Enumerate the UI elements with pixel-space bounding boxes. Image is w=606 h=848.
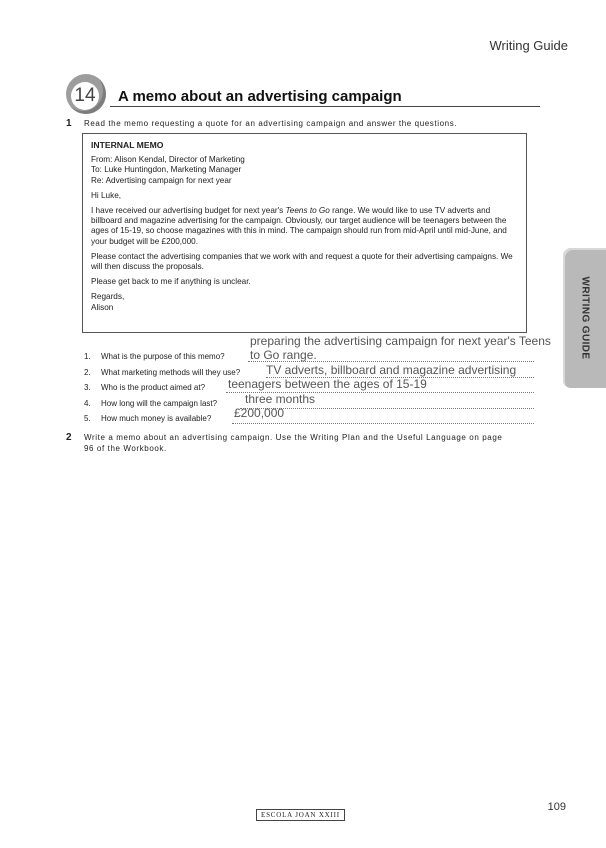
question-2-text: What marketing methods will they use?: [101, 368, 241, 377]
question-5-number: 5.: [84, 414, 91, 423]
answer-1-line-2: to Go range.: [250, 348, 317, 362]
exercise-2-number: 2: [66, 432, 72, 443]
question-3-number: 3.: [84, 383, 91, 392]
memo-paragraph-1: [91, 206, 518, 247]
question-4-number: 4.: [84, 399, 91, 408]
section-number-badge: [66, 74, 106, 114]
exercise-2-instruction-line-2: 96 of the Workbook.: [84, 444, 167, 453]
memo-from: From: Alison Kendal, Director of Marketing: [91, 155, 245, 165]
page-number: 109: [547, 801, 566, 813]
memo-signature: Alison: [91, 302, 114, 312]
exercise-2-instruction-line-1: Write a memo about an advertising campaign. Use the Writing Plan and the Useful Language on page: [84, 433, 503, 442]
question-4-text: How long will the campaign last?: [101, 399, 218, 408]
answer-4-line: [240, 408, 534, 409]
answer-1-line-1: preparing the advertising campaign for next year's Teens: [250, 334, 551, 348]
question-1-number: 1.: [84, 352, 91, 361]
memo-box: [82, 133, 527, 333]
answer-5: £200,000: [234, 406, 285, 420]
question-1-text: What is the purpose of this memo?: [101, 352, 225, 361]
memo-product-name: Teens to Go: [285, 206, 330, 216]
exercise-1-instruction: Read the memo requesting a quote for an advertising campaign and answer the questions.: [84, 119, 458, 128]
answer-4: three months: [245, 392, 316, 406]
writing-guide-side-tab: [563, 248, 606, 388]
answer-5-line: [232, 423, 534, 424]
question-5-text: How much money is available?: [101, 414, 212, 423]
memo-to: To: Luke Huntingdon, Marketing Manager: [91, 165, 242, 175]
school-stamp: ESCOLA JOAN XXIII: [256, 809, 345, 821]
memo-heading: INTERNAL MEMO: [91, 140, 164, 150]
memo-paragraph-1-end: range. We would like to use TV adverts and billboard and magazine advertising for the campaign. Obviously, our target audience will be teenagers between the ages of 15-19, so choose magazines with this in mind. The campaign should run from mid-April until mid-June, and your budget will be £200,000.: [91, 206, 507, 246]
memo-signoff: Regards,: [91, 292, 125, 302]
memo-greeting: Hi Luke,: [91, 190, 122, 200]
memo-paragraph-1-start: I have received our advertising budget for next year's: [91, 206, 286, 216]
question-2-number: 2.: [84, 368, 91, 377]
exercise-1-number: 1: [66, 118, 72, 129]
memo-paragraph-2: Please contact the advertising companies that we work with and request a quote for their advertising campaigns. We will then discuss the proposals.: [91, 251, 513, 272]
section-number: 14: [71, 82, 99, 110]
answer-2: TV adverts, billboard and magazine advertising: [266, 363, 517, 377]
memo-paragraph-3: Please get back to me if anything is unclear.: [91, 277, 251, 287]
title-underline: [110, 106, 540, 107]
side-tab-label: WRITING GUIDE: [579, 276, 590, 360]
question-3-text: Who is the product aimed at?: [101, 383, 206, 392]
running-header: Writing Guide: [489, 38, 568, 53]
answer-3: teenagers between the ages of 15-19: [228, 377, 427, 391]
memo-re: Re: Advertising campaign for next year: [91, 175, 232, 185]
section-title: A memo about an advertising campaign: [118, 88, 402, 105]
